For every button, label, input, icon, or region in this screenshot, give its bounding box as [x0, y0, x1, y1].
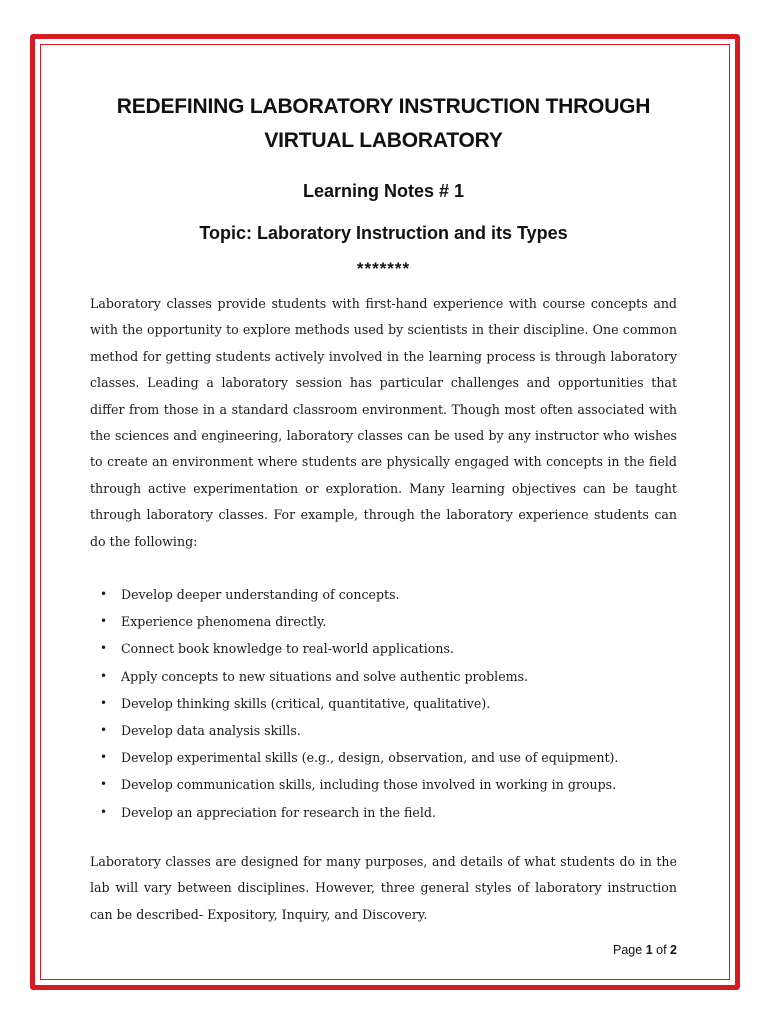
- page-content: [90, 90, 677, 928]
- list-item: [90, 608, 677, 635]
- list-item: [90, 635, 677, 662]
- document-title: [90, 90, 677, 158]
- title-line-2: VIRTUAL LABORATORY: [264, 129, 503, 152]
- bullet-icon: •: [100, 750, 108, 765]
- bullet-icon: •: [100, 587, 108, 602]
- bullet-icon: •: [100, 777, 108, 792]
- list-item: [90, 663, 677, 690]
- separator: *******: [356, 259, 411, 278]
- page-of: of: [656, 943, 667, 957]
- bullet-icon: •: [100, 668, 108, 683]
- list-item: [90, 581, 677, 608]
- notes-label: Learning Notes # 1: [302, 181, 465, 201]
- list-item-text: Develop thinking skills (critical, quantitative, qualitative).: [121, 695, 491, 711]
- intro-paragraph: Laboratory classes provide students with first-hand experience with course concepts and with the opportunity to explore methods used by scientists in their discipline. One common method for getting students actively involved in the learning process is through laboratory classes. Leading a laboratory session has particular challenges and opportunities that differ from those in a standard classroom environment. Though most often associated with the sciences and engineering, laboratory classes can be used by any instructor who wishes to create an environment where students are physically engaged with concepts in the field through active experimentation or exploration. Many learning objectives can be taught through laboratory classes. For example, through the laboratory experience students can do the following:: [90, 296, 677, 549]
- list-item-text: Experience phenomena directly.: [121, 614, 327, 630]
- bullet-icon: •: [100, 695, 108, 710]
- bullet-icon: •: [100, 723, 108, 738]
- list-item-text: Apply concepts to new situations and solve authentic problems.: [121, 668, 529, 684]
- topic-heading: Topic: Laboratory Instruction and its Types: [199, 223, 568, 243]
- page-current: 1: [645, 943, 653, 957]
- list-item-text: Develop an appreciation for research in the field.: [121, 804, 436, 820]
- page-total: 2: [670, 943, 677, 957]
- list-item: [90, 717, 677, 744]
- page-number: [613, 943, 677, 957]
- bullet-icon: •: [100, 614, 108, 629]
- list-item-text: Develop communication skills, including those involved in working in groups.: [121, 777, 617, 793]
- list-item-text: Connect book knowledge to real-world applications.: [121, 641, 454, 657]
- list-item-text: Develop experimental skills (e.g., design, observation, and use of equipment).: [121, 750, 619, 766]
- list-item: [90, 771, 677, 798]
- closing-paragraph: Laboratory classes are designed for many purposes, and details of what students do in the lab will vary between disciplines. However, three general styles of laboratory instruction can be described- Expository, Inquiry, and Discovery.: [90, 853, 677, 922]
- bullet-icon: •: [100, 804, 108, 819]
- list-item: [90, 744, 677, 771]
- bullet-icon: •: [100, 641, 108, 656]
- list-item: [90, 690, 677, 717]
- title-line-1: REDEFINING LABORATORY INSTRUCTION THROUGH: [116, 95, 651, 118]
- page-label: Page: [613, 943, 643, 957]
- list-item-text: Develop deeper understanding of concepts.: [121, 587, 400, 603]
- list-item-text: Develop data analysis skills.: [121, 723, 301, 739]
- objectives-list: [90, 581, 677, 826]
- list-item: [90, 799, 677, 826]
